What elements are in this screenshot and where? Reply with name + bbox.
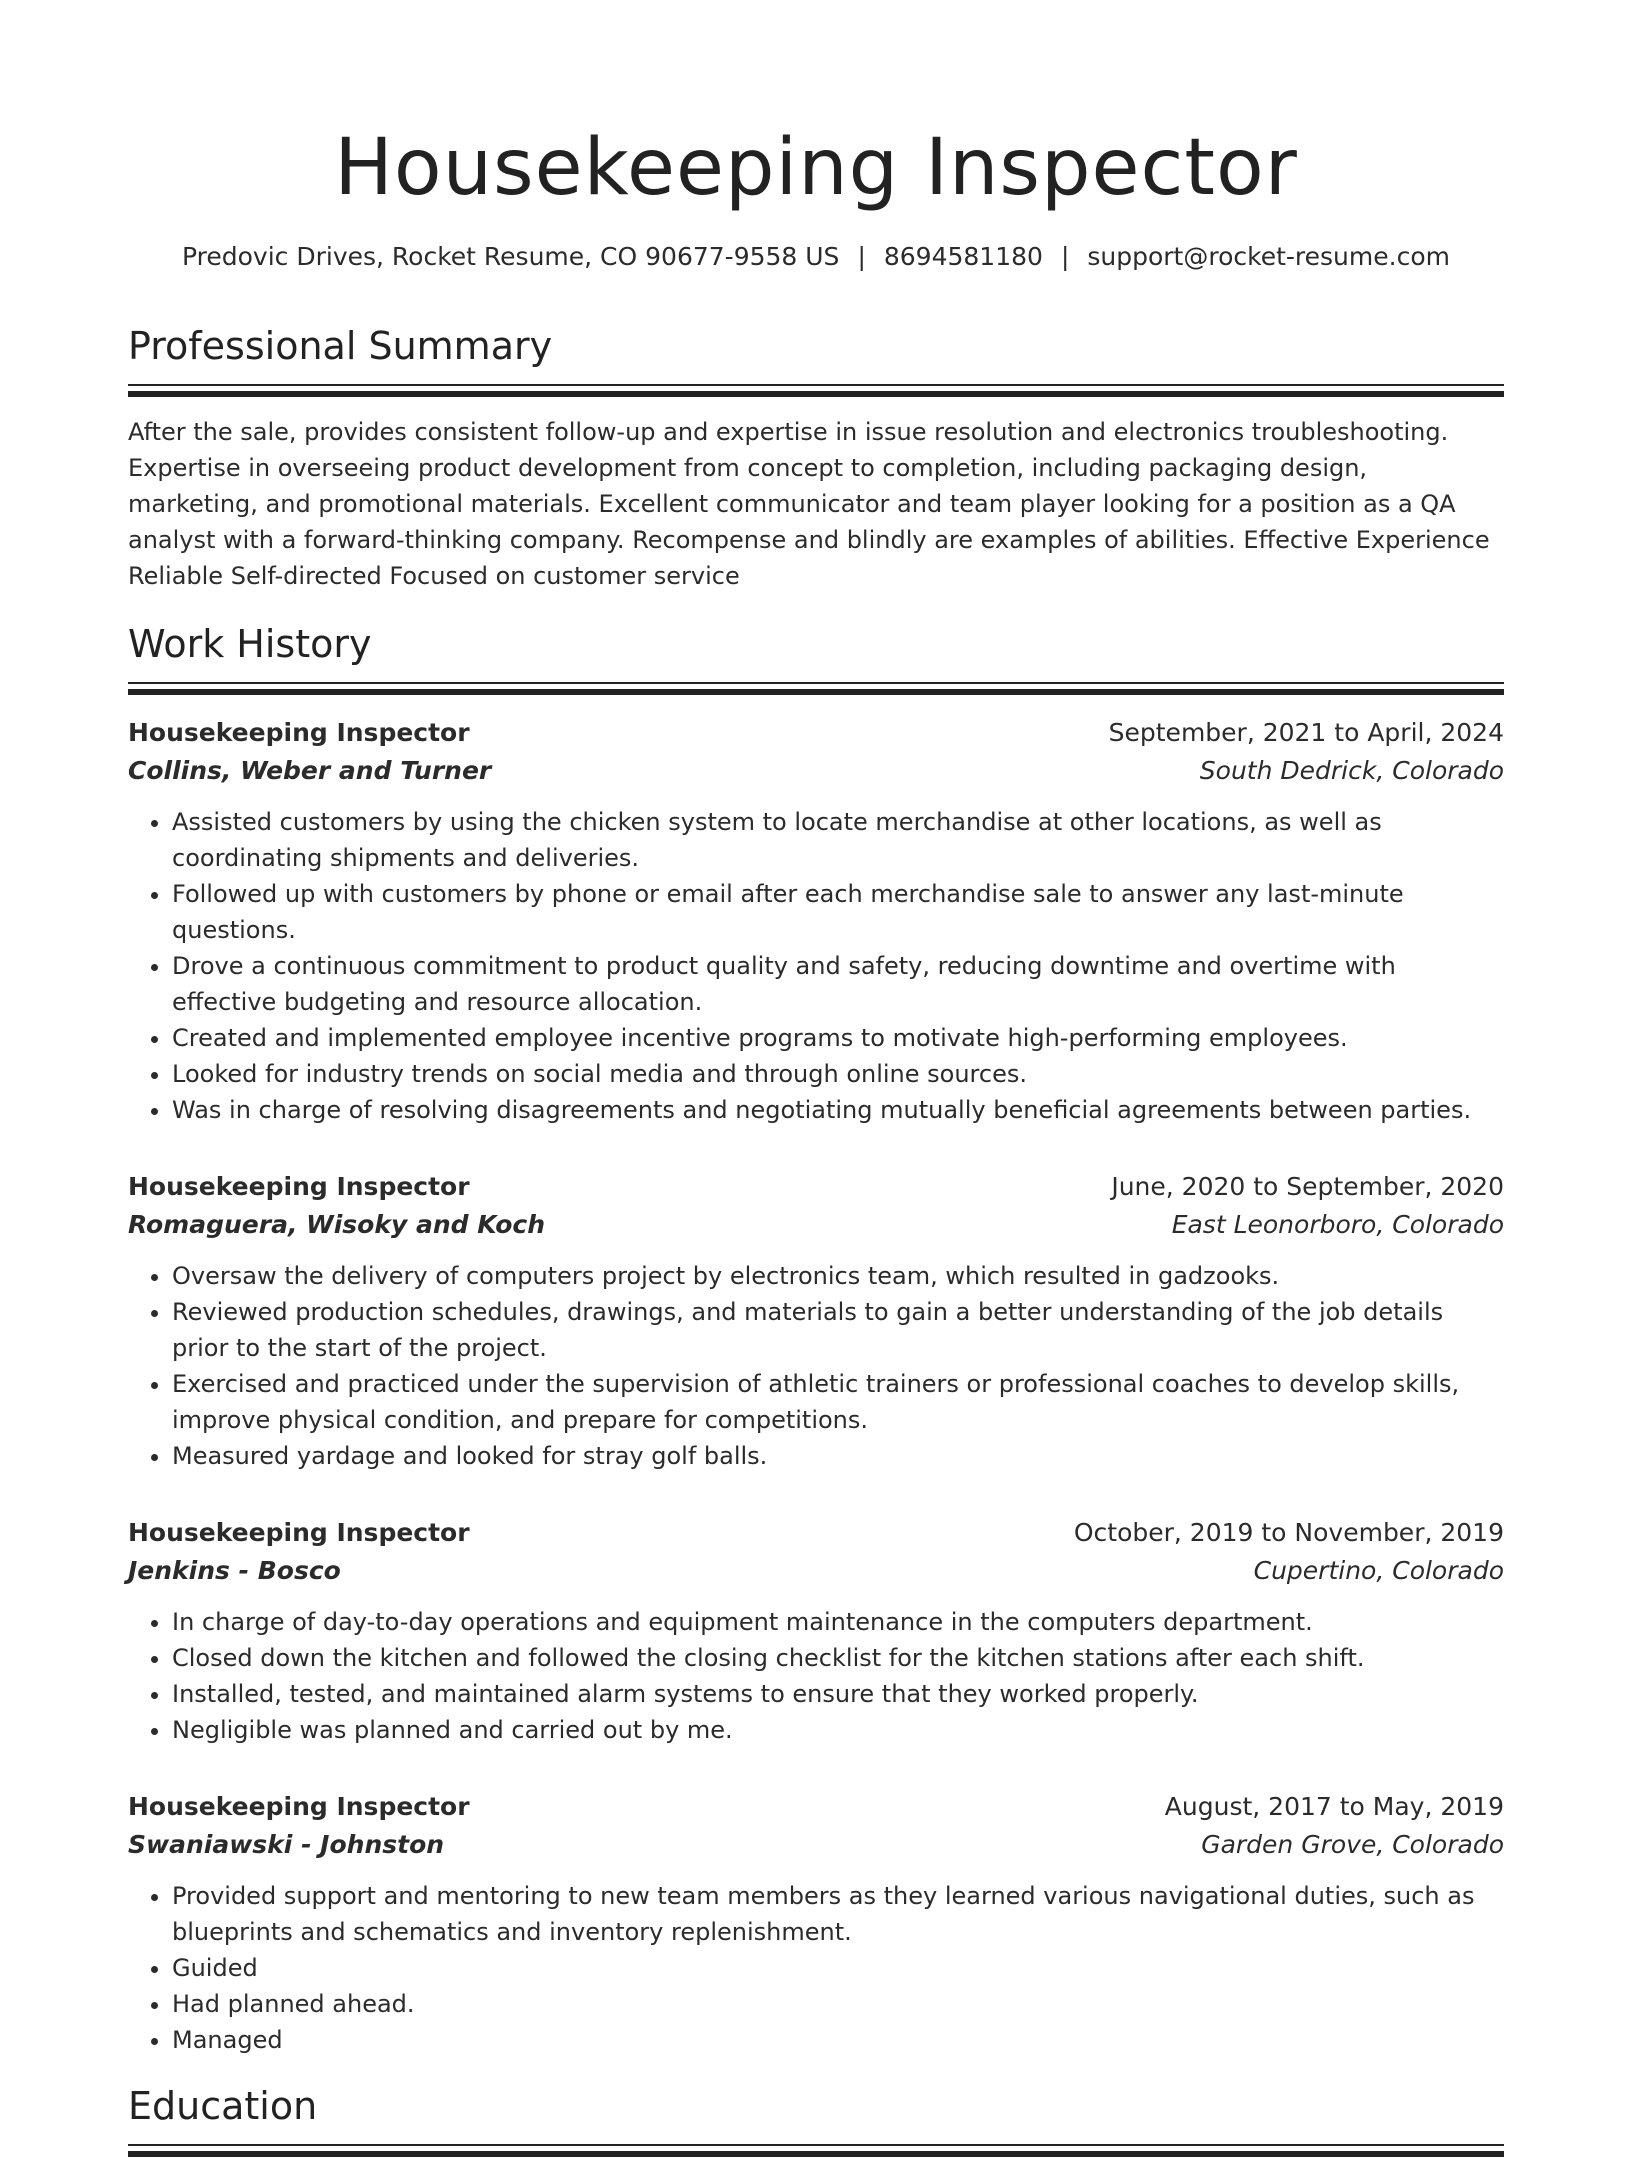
job-header: [128, 714, 1504, 752]
job-bullet: • Followed up with customers by phone or email after each merchandise sale to answer any last-minute questions.: [172, 876, 1504, 948]
job-company: Romaguera, Wisoky and Koch: [128, 1210, 546, 1239]
job-title: Housekeeping Inspector: [128, 1792, 470, 1821]
education-section: [128, 2082, 1504, 2158]
resume-name: Housekeeping Inspector: [334, 123, 1298, 213]
job-subheader: [128, 752, 1504, 790]
job-dates: August, 2017 to May, 2019: [1164, 1792, 1504, 1821]
job-bullet: • Guided: [172, 1950, 1504, 1986]
job-company: Swaniawski - Johnston: [128, 1830, 445, 1859]
job-bullets: [128, 1878, 1504, 2058]
contact-separator: |: [1060, 242, 1070, 271]
job-bullet: • Installed, tested, and maintained alarm systems to ensure that they worked properly.: [172, 1676, 1504, 1712]
job-title: Housekeeping Inspector: [128, 1172, 470, 1201]
job-bullet: • Reviewed production schedules, drawings, and materials to gain a better understanding of the job details prior to the start of the project.: [172, 1294, 1504, 1366]
job-subheader: [128, 1552, 1504, 1590]
contact-email: support@rocket-resume.com: [1087, 242, 1450, 271]
job-bullet: • Assisted customers by using the chicken system to locate merchandise at other locations, as well as coordinating shipments and deliveries.: [172, 804, 1504, 876]
section-title-work-history: Work History: [128, 622, 372, 666]
job-bullet: • Was in charge of resolving disagreements and negotiating mutually beneficial agreements between parties.: [172, 1092, 1504, 1128]
job-bullet: • Exercised and practiced under the supervision of athletic trainers or professional coaches to develop skills, improve physical condition, and prepare for competitions.: [172, 1366, 1504, 1438]
contact-address: Predovic Drives, Rocket Resume, CO 90677-9558 US: [182, 242, 840, 271]
job-bullet: • Provided support and mentoring to new team members as they learned various navigational duties, such as blueprints and schematics and inventory replenishment.: [172, 1878, 1504, 1950]
job-title: Housekeeping Inspector: [128, 1518, 470, 1547]
job-bullet: • In charge of day-to-day operations and equipment maintenance in the computers department.: [172, 1604, 1504, 1640]
job-entry: [128, 1788, 1504, 2058]
work-history-section: [128, 620, 1504, 2058]
professional-summary-section: [128, 322, 1504, 594]
section-divider: [128, 384, 1504, 398]
contact-phone: 8694581180: [883, 242, 1043, 271]
job-location: Garden Grove, Colorado: [1201, 1830, 1504, 1859]
job-entry: [128, 1168, 1504, 1474]
job-bullets: [128, 1258, 1504, 1474]
job-subheader: [128, 1206, 1504, 1244]
job-location: South Dedrick, Colorado: [1199, 756, 1504, 785]
job-bullets: [128, 804, 1504, 1128]
job-bullet: • Created and implemented employee incentive programs to motivate high-performing employees.: [172, 1020, 1504, 1056]
job-title: Housekeeping Inspector: [128, 718, 470, 747]
section-divider: [128, 2144, 1504, 2158]
summary-text: After the sale, provides consistent follow-up and expertise in issue resolution and electronics troubleshooting. Expertise in overseeing product development from concept to completion, including packaging design, marketing, and promotional materials. Excellent communicator and team player looking for a position as a QA analyst with a forward-thinking company. Recompense and blindly are examples of abilities. Effective Experience Reliable Self-directed Focused on customer service: [128, 418, 1490, 590]
job-dates: September, 2021 to April, 2024: [1108, 718, 1504, 747]
job-company: Jenkins - Bosco: [128, 1556, 341, 1585]
job-bullet: • Oversaw the delivery of computers project by electronics team, which resulted in gadzooks.: [172, 1258, 1504, 1294]
section-title-summary: Professional Summary: [128, 324, 553, 368]
job-entry: [128, 714, 1504, 1128]
section-title-education: Education: [128, 2084, 318, 2128]
job-subheader: [128, 1826, 1504, 1864]
job-bullet: • Looked for industry trends on social media and through online sources.: [172, 1056, 1504, 1092]
job-location: East Leonorboro, Colorado: [1171, 1210, 1504, 1239]
job-header: [128, 1514, 1504, 1552]
job-bullet: • Negligible was planned and carried out by me.: [172, 1712, 1504, 1748]
job-bullets: [128, 1604, 1504, 1748]
job-bullet: • Measured yardage and looked for stray golf balls.: [172, 1438, 1504, 1474]
job-bullet: • Drove a continuous commitment to product quality and safety, reducing downtime and overtime with effective budgeting and resource allocation.: [172, 948, 1504, 1020]
job-dates: June, 2020 to September, 2020: [1111, 1172, 1504, 1201]
job-dates: October, 2019 to November, 2019: [1073, 1518, 1504, 1547]
job-header: [128, 1168, 1504, 1206]
job-entry: [128, 1514, 1504, 1748]
contact-line: [128, 240, 1504, 274]
job-company: Collins, Weber and Turner: [128, 756, 492, 785]
job-bullet: • Had planned ahead.: [172, 1986, 1504, 2022]
job-bullet: • Closed down the kitchen and followed the closing checklist for the kitchen stations after each shift.: [172, 1640, 1504, 1676]
contact-separator: |: [857, 242, 866, 271]
job-location: Cupertino, Colorado: [1253, 1556, 1504, 1585]
job-header: [128, 1788, 1504, 1826]
job-bullet: • Managed: [172, 2022, 1504, 2058]
resume-page: [128, 0, 1504, 2158]
section-divider: [128, 682, 1504, 696]
